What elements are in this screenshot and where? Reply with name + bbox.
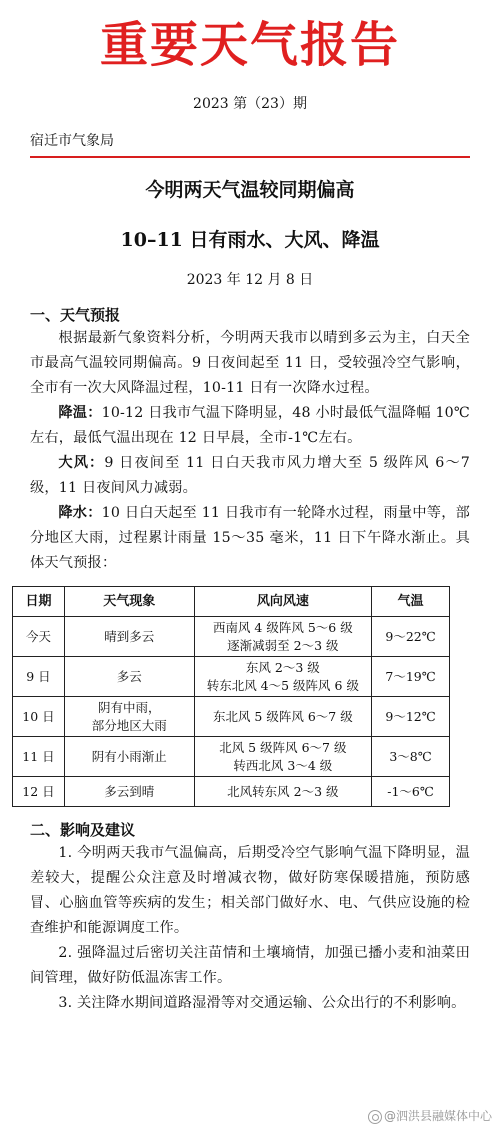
weibo-logo-icon (368, 1110, 382, 1124)
report-date: 2023 年 12 月 8 日 (186, 272, 314, 288)
advice-item-1: 1. 今明两天我市气温偏高，后期受冷空气影响气温下降明显，温差较大，提醒公众注意及时增减衣物，做好防寒保暖措施，预防感冒、心脑血管等疾病的发生；相关部门做好水、电、气供应设施的检查维护和能源调度工作。 (30, 845, 470, 936)
report-masthead (0, 0, 500, 84)
cell-wind: 东北风 5 级阵风 6～7 级 (194, 697, 372, 737)
cell-date: 今天 (13, 617, 65, 657)
cell-temp: 9～12℃ (372, 697, 450, 737)
section2-heading: 二、影响及建议 (30, 821, 136, 839)
cell-weather (64, 697, 194, 737)
wind-line: 转西北风 3～4 级 (233, 757, 333, 773)
wind-paragraph (30, 451, 470, 501)
forecast-table (12, 586, 450, 807)
table-row (13, 697, 450, 737)
header-temp: 气温 (372, 587, 450, 617)
wind-line: 逐渐减弱至 2～3 级 (227, 637, 339, 653)
cell-temp: 7～19℃ (372, 657, 450, 697)
wind-line: 西南风 4 级阵风 5～6 级 (212, 619, 353, 635)
issuer-row (0, 124, 500, 154)
headline-line2: 10–11 日有雨水、大风、降温 (120, 229, 380, 251)
header-date: 日期 (13, 587, 65, 617)
cell-wind: 北风转东风 2～3 级 (194, 777, 372, 807)
cell-wind (194, 617, 372, 657)
issue-number: 2023 第（23）期 (193, 96, 307, 112)
cell-weather: 多云到晴 (64, 777, 194, 807)
cell-weather: 阴有小雨渐止 (64, 737, 194, 777)
cell-date: 11 日 (13, 737, 65, 777)
cooling-label: 降温： (58, 405, 102, 421)
cell-wind (194, 737, 372, 777)
header-weather: 天气现象 (64, 587, 194, 617)
cell-weather: 晴到多云 (64, 617, 194, 657)
section1-heading: 一、天气预报 (30, 306, 121, 324)
rain-label: 降水： (58, 505, 102, 521)
watermark (368, 1107, 492, 1124)
report-body (0, 304, 500, 576)
cell-wind (194, 657, 372, 697)
cell-temp: 3～8℃ (372, 737, 450, 777)
cooling-paragraph (30, 401, 470, 451)
table-header-row (13, 587, 450, 617)
weather-line: 阴有中雨， (97, 699, 161, 715)
rain-paragraph (30, 501, 470, 576)
table-row (13, 617, 450, 657)
forecast-intro: 根据最新气象资料分析，今明两天我市以晴到多云为主，白天全市最高气温较同期偏高。9 日夜间起至 11 日，受较强冷空气影响，全市有一次大风降温过程，10-11 日有一次降水过程。 (30, 330, 470, 396)
header-wind: 风向风速 (194, 587, 372, 617)
advice-item-3: 3. 关注降水期间道路湿滑等对交通运输、公众出行的不利影响。 (58, 995, 466, 1011)
weather-line: 部分地区大雨 (91, 717, 167, 733)
wind-label: 大风： (58, 455, 105, 471)
cell-date: 10 日 (13, 697, 65, 737)
cell-date: 9 日 (13, 657, 65, 697)
wind-line: 转东北风 4～5 级阵风 6 级 (206, 677, 359, 693)
wind-line: 北风 5 级阵风 6～7 级 (219, 739, 347, 755)
cell-temp: 9～22℃ (372, 617, 450, 657)
headline-block (0, 176, 500, 290)
wind-text: 9 日夜间至 11 日白天我市风力增大至 5 级阵风 6～7 级，11 日夜间风力减弱。 (30, 455, 470, 496)
wind-line: 东风 2～3 级 (245, 659, 320, 675)
issuer-name: 宿迁市气象局 (30, 133, 114, 149)
table-row (13, 737, 450, 777)
cell-date: 12 日 (13, 777, 65, 807)
cell-weather: 多云 (64, 657, 194, 697)
headline-line1: 今明两天气温较同期偏高 (145, 179, 355, 201)
cooling-text: 10-12 日我市气温下降明显，48 小时最低气温降幅 10℃左右，最低气温出现在 12 日早晨，全市-1℃左右。 (30, 405, 470, 446)
rain-text: 10 日白天起至 11 日我市有一轮降水过程，雨量中等，部分地区大雨，过程累计雨量 15～35 毫米，11 日下午降水渐止。具体天气预报： (30, 505, 470, 571)
advice-item-2: 2. 强降温过后密切关注苗情和土壤墒情，加强已播小麦和油菜田间管理，做好防低温冻害工作。 (30, 945, 470, 986)
red-divider (30, 156, 470, 158)
table-row (13, 657, 450, 697)
watermark-text: @泗洪县融媒体中心 (383, 1109, 492, 1123)
report-title: 重要天气报告 (99, 17, 400, 73)
advice-section (0, 819, 500, 1016)
cell-temp: -1～6℃ (372, 777, 450, 807)
table-row (13, 777, 450, 807)
